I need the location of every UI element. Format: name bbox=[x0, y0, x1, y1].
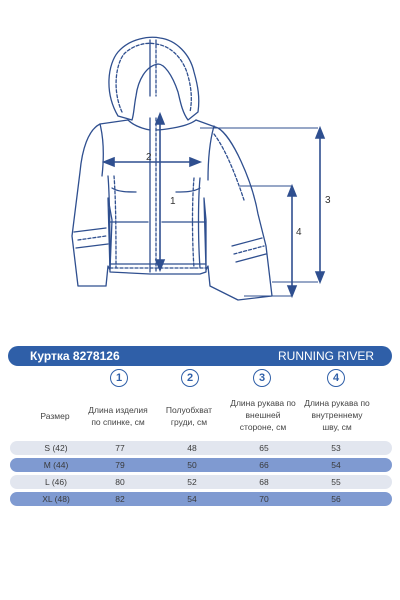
left-chest-line bbox=[112, 188, 136, 192]
column-number-2: 2 bbox=[181, 369, 199, 387]
measure-3-arrow-top bbox=[316, 128, 324, 138]
measure-4-arrow-bottom bbox=[288, 286, 296, 296]
table-row: L (46) 80 52 68 55 bbox=[10, 475, 392, 489]
measure-2-arrow-left bbox=[104, 158, 114, 166]
right-cuff-stitch bbox=[234, 246, 264, 254]
marker-1: 1 bbox=[170, 196, 176, 207]
column-number-4: 4 bbox=[327, 369, 345, 387]
measure-4-arrow-top bbox=[288, 186, 296, 196]
right-armhole-seam bbox=[208, 126, 214, 180]
header-size: Размер bbox=[40, 411, 70, 421]
column-number-3: 3 bbox=[253, 369, 271, 387]
table-row: S (42) 77 48 65 53 bbox=[10, 441, 392, 455]
column-number-1: 1 bbox=[110, 369, 128, 387]
marker-2: 2 bbox=[146, 152, 152, 163]
measure-2-arrow-right bbox=[190, 158, 200, 166]
collar-left bbox=[128, 120, 150, 130]
measure-3-arrow-bottom bbox=[316, 272, 324, 282]
product-title: Куртка 8278126 bbox=[30, 349, 120, 363]
right-chest-line bbox=[176, 188, 200, 192]
left-cuff-stitch bbox=[78, 236, 106, 240]
right-panel-seam bbox=[199, 178, 201, 268]
marker-3: 3 bbox=[325, 195, 331, 206]
table-row: XL (48) 82 54 70 56 bbox=[10, 492, 392, 506]
left-armhole-seam bbox=[100, 124, 103, 176]
table-row: M (44) 79 50 66 54 bbox=[10, 458, 392, 472]
jacket-body bbox=[72, 120, 272, 300]
product-title-bar bbox=[8, 346, 392, 366]
brand-name: RUNNING RIVER bbox=[277, 349, 374, 363]
header-back-length: Длина изделия по спинке, см bbox=[88, 405, 148, 427]
header-chest: Полуобхват груди, см bbox=[165, 405, 213, 427]
measure-1-arrow-top bbox=[156, 114, 164, 124]
header-outer-sleeve: Длина рукава по внешней стороне, см bbox=[230, 398, 296, 432]
header-inner-sleeve: Длина рукава по внутреннему шву, см bbox=[304, 398, 370, 432]
marker-4: 4 bbox=[296, 227, 302, 238]
sleeve-stripe bbox=[214, 134, 244, 200]
hood-outline bbox=[109, 37, 199, 120]
right-panel-stitch bbox=[193, 178, 195, 268]
